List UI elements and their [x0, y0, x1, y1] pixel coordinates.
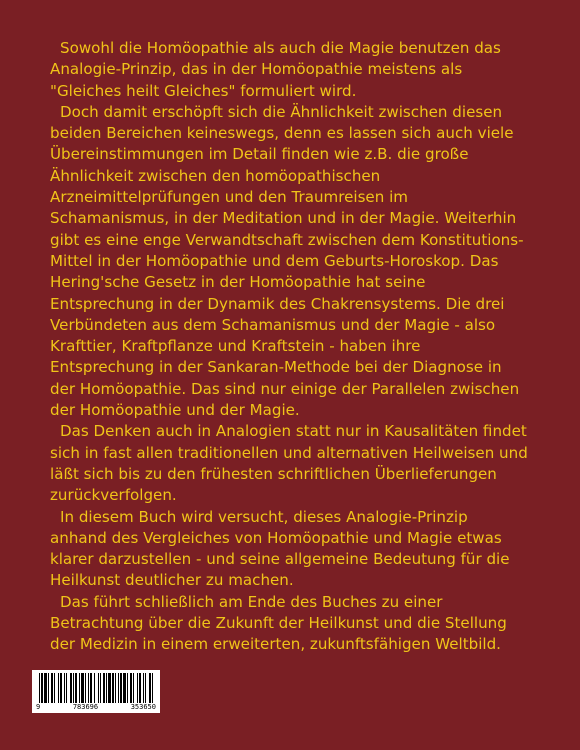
barcode-bar	[44, 673, 47, 703]
barcode-bar	[79, 673, 80, 703]
barcode-bar	[103, 673, 105, 703]
barcode-bar	[90, 673, 92, 703]
barcode-bar	[100, 673, 101, 703]
barcode-bar	[143, 673, 144, 703]
barcode-bar	[115, 673, 116, 703]
barcode-bar	[133, 673, 134, 703]
barcode-bar	[112, 673, 114, 703]
barcode-bar	[85, 673, 86, 703]
blurb-text	[50, 38, 528, 656]
barcode-bar	[123, 673, 126, 703]
blurb-paragraph-2: Doch damit erschöpft sich die Ähnlichkeit zwischen diesen beiden Bereichen keineswegs, denn es lassen sich auch viele Übereinstimmungen im Detail finden wie z.B. die große Ähnlichkeit zwischen den homöopathischen Arzneimittelprüfungen und den Traumreisen im Schamanismus, in der Meditation und in der Magie. Weiterhin gibt es eine enge Verwandtschaft zwischen dem Konstitutions-Mittel in der Homöopathie und dem Geburts-Horoskop. Das Hering'sche Gesetz in der Homöopathie hat seine Entsprechung in der Dynamik des Chakrensystems. Die drei Verbündeten aus dem Schamanismus und der Magie - also Krafttier, Kraftpflanze und Kraftstein - haben ihre Entsprechung in der Sankaran-Methode bei der Diagnose in der Homöopathie. Das sind nur einige der Parallelen zwischen der Homöopathie und der Magie.	[50, 102, 524, 420]
barcode-bar	[152, 673, 153, 703]
barcode-bar	[127, 673, 128, 703]
barcode-bar	[60, 673, 62, 703]
barcode-digits	[32, 703, 160, 711]
barcode-bar	[58, 673, 59, 703]
barcode-bar	[130, 673, 132, 703]
barcode-bar	[75, 673, 77, 703]
barcode-bar	[94, 673, 95, 703]
barcode-bar	[120, 673, 122, 703]
barcode-bar	[48, 673, 49, 703]
barcode-bar	[139, 673, 141, 703]
barcode-bar	[88, 673, 89, 703]
barcode-bar	[137, 673, 138, 703]
blurb-paragraph-1: Sowohl die Homöopathie als auch die Magie benutzen das Analogie-Prinzip, das in der Homöopathie meistens als "Gleiches heilt Gleiches" formuliert wird.	[50, 39, 501, 100]
blurb-paragraph-5: Das führt schließlich am Ende des Buches zu einer Betrachtung über die Zukunft der Heilkunst und die Stellung der Medizin in einem erweiterten, zukunftsfähigen Weltbild.	[50, 592, 507, 654]
barcode-bar	[64, 673, 65, 703]
barcode-digits-right: 353650	[130, 703, 156, 711]
barcode-bar	[149, 673, 151, 703]
barcode-bar	[73, 673, 74, 703]
barcode-bar	[54, 673, 55, 703]
barcode-bar	[145, 673, 146, 703]
barcode-bar	[118, 673, 119, 703]
blurb-paragraph-3: Das Denken auch in Analogien statt nur in Kausalitäten findet sich in fast allen traditionellen und alternativen Heilweisen und läßt sich bis zu den frühesten schriftlichen Überlieferungen zurückverfolgen.	[50, 422, 528, 505]
barcode-bar	[41, 673, 43, 703]
barcode-bar	[66, 673, 67, 703]
blurb-paragraph-4: In diesem Buch wird versucht, dieses Analogie-Prinzip anhand des Vergleiches von Homöopathie und Magie etwas klarer darzustellen - und seine allgemeine Bedeutung für die Heilkunst deutlicher zu machen.	[50, 507, 510, 590]
barcode-bar	[108, 673, 111, 703]
barcode-bar	[39, 673, 40, 703]
barcode-bar	[70, 673, 72, 703]
barcode-bar	[106, 673, 107, 703]
barcode-digit-first: 9	[36, 703, 41, 711]
barcode-bar	[51, 673, 53, 703]
barcode-bar	[98, 673, 99, 703]
barcode-bars	[39, 673, 153, 703]
isbn-barcode	[32, 670, 160, 713]
barcode-digits-left: 783696	[72, 703, 99, 711]
barcode-bar	[81, 673, 84, 703]
